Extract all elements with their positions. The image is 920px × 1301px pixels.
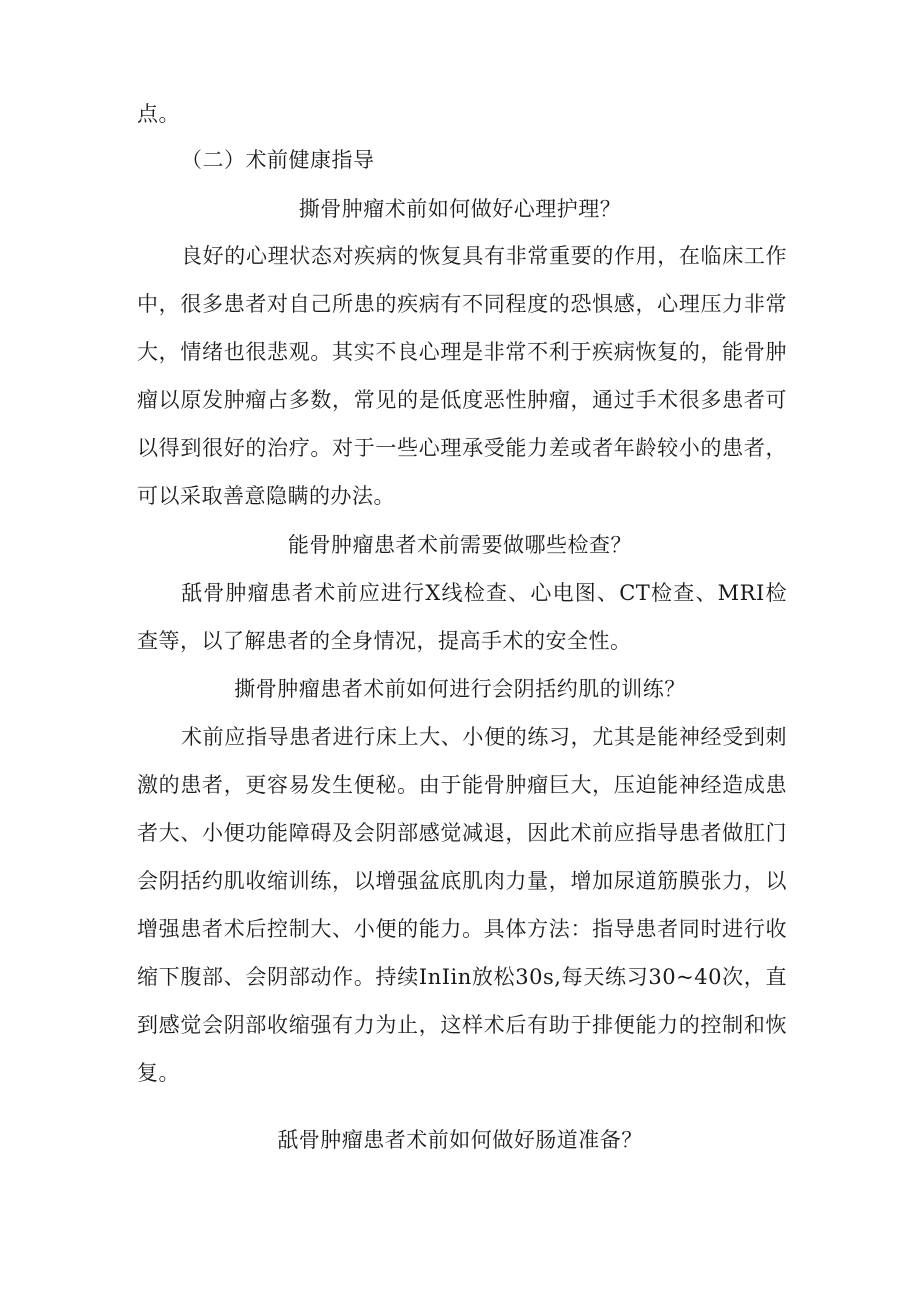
paragraph-line: 增强患者术后控制大、小便的能力。具体方法：指导患者同时进行收	[137, 917, 787, 941]
paragraph-line: 会阴括约肌收缩训练，以增强盆底肌肉力量，增加尿道筋膜张力，以	[137, 869, 787, 893]
question-heading-1: 撕骨肿瘤术前如何做好心理护理？	[298, 197, 622, 221]
paragraph-fragment: 点。	[137, 102, 180, 126]
paragraph-line: 术前应指导患者进行床上大、小便的练习，尤其是能神经受到刺	[181, 725, 787, 749]
paragraph-line: 查等，以了解患者的全身情况，提高手术的安全性。	[137, 629, 632, 653]
question-heading-2: 能骨肿瘤患者术前需要做哪些检查？	[288, 533, 632, 557]
paragraph-line: 大，情绪也很悲观。其实不良心理是非常不利于疾病恢复的，能骨肿	[137, 340, 787, 364]
paragraph-line: 激的患者，更容易发生便秘。由于能骨肿瘤巨大，压迫能神经造成患	[137, 773, 787, 797]
question-heading-4: 舐骨肿瘤患者术前如何做好肠道准备？	[277, 1128, 643, 1152]
paragraph-line: 舐骨肿瘤患者术前应进行X线检查、心电图、CT检查、MRI检	[181, 581, 787, 605]
paragraph-line: 中，很多患者对自己所患的疾病有不同程度的恐惧感，心理压力非常	[137, 292, 787, 316]
paragraph-line: 者大、小便功能障碍及会阴部感觉减退，因此术前应指导患者做肛门	[137, 821, 787, 845]
paragraph-line: 瘤以原发肿瘤占多数，常见的是低度恶性肿瘤，通过手术很多患者可	[137, 388, 787, 412]
paragraph-line: 良好的心理状态对疾病的恢复具有非常重要的作用，在临床工作	[181, 244, 787, 268]
section-title: （二）术前健康指导	[181, 148, 375, 172]
paragraph-line: 复。	[137, 1061, 180, 1085]
paragraph-line: 可以采取善意隐瞒的办法。	[137, 484, 395, 508]
paragraph-line: 缩下腹部、会阴部动作。持续InIin放松30s,每天练习30~40次，直	[137, 965, 787, 989]
paragraph-line: 到感觉会阴部收缩强有力为止，这样术后有助于排便能力的控制和恢	[137, 1013, 787, 1037]
paragraph-line: 以得到很好的治疗。对于一些心理承受能力差或者年龄较小的患者，	[137, 436, 787, 460]
question-heading-3: 撕骨肿瘤患者术前如何进行会阴括约肌的训练？	[234, 677, 686, 701]
